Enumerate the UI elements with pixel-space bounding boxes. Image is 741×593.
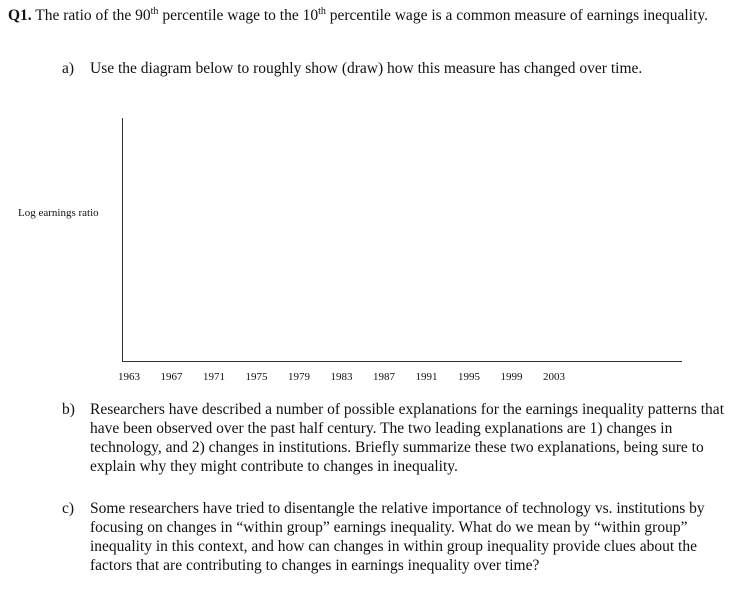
intro-text-2: percentile wage to the 10 (158, 7, 319, 24)
y-axis-line (122, 118, 123, 362)
x-tick-label: 1971 (203, 371, 225, 383)
intro-text-1: The ratio of the 90 (35, 7, 151, 24)
x-axis-line (122, 361, 682, 362)
x-tick-label: 1995 (458, 371, 480, 383)
part-a (62, 59, 642, 78)
x-tick-label: 1979 (288, 371, 310, 383)
superscript-th-1: th (150, 6, 159, 17)
x-tick-label: 1983 (330, 371, 353, 383)
question-intro (8, 6, 728, 25)
part-b-label: b) (62, 401, 75, 418)
x-tick-label: 1963 (118, 371, 140, 383)
x-tick-label: 1975 (245, 371, 268, 383)
intro-text-3: percentile wage is a common measure of earnings inequality. (325, 7, 708, 24)
part-b-text: Researchers have described a number of possible explanations for the earnings inequality patterns that have been observed over the past half century. The two leading explanations are 1) changes in technology, and 2) changes in institutions. Briefly summarize these two explanations, being sure to explain why they might contribute to changes in inequality. (90, 401, 724, 475)
superscript-th-2: th (318, 6, 326, 17)
x-tick-label: 1999 (500, 371, 523, 383)
part-a-label: a) (62, 60, 75, 77)
part-c-label: c) (62, 500, 75, 517)
part-c-text: Some researchers have tried to disentangle the relative importance of technology vs. institutions by focusing on changes in “within group” earnings inequality. What do we mean by “within group” inequality in this context, and how can changes in within group inequality provide clues about the factors that are contributing to changes in earnings inequality over time? (90, 500, 705, 574)
question-number: Q1. (8, 7, 32, 24)
x-tick-label: 1991 (415, 371, 438, 383)
x-tick-label: 1987 (373, 371, 395, 383)
part-a-text: Use the diagram below to roughly show (draw) how this measure has changed over time. (90, 60, 643, 77)
y-axis-label: Log earnings ratio (18, 207, 99, 219)
x-tick-label: 1967 (160, 371, 183, 383)
part-c (62, 499, 732, 574)
x-tick-label: 2003 (543, 371, 565, 383)
part-b (62, 400, 732, 475)
